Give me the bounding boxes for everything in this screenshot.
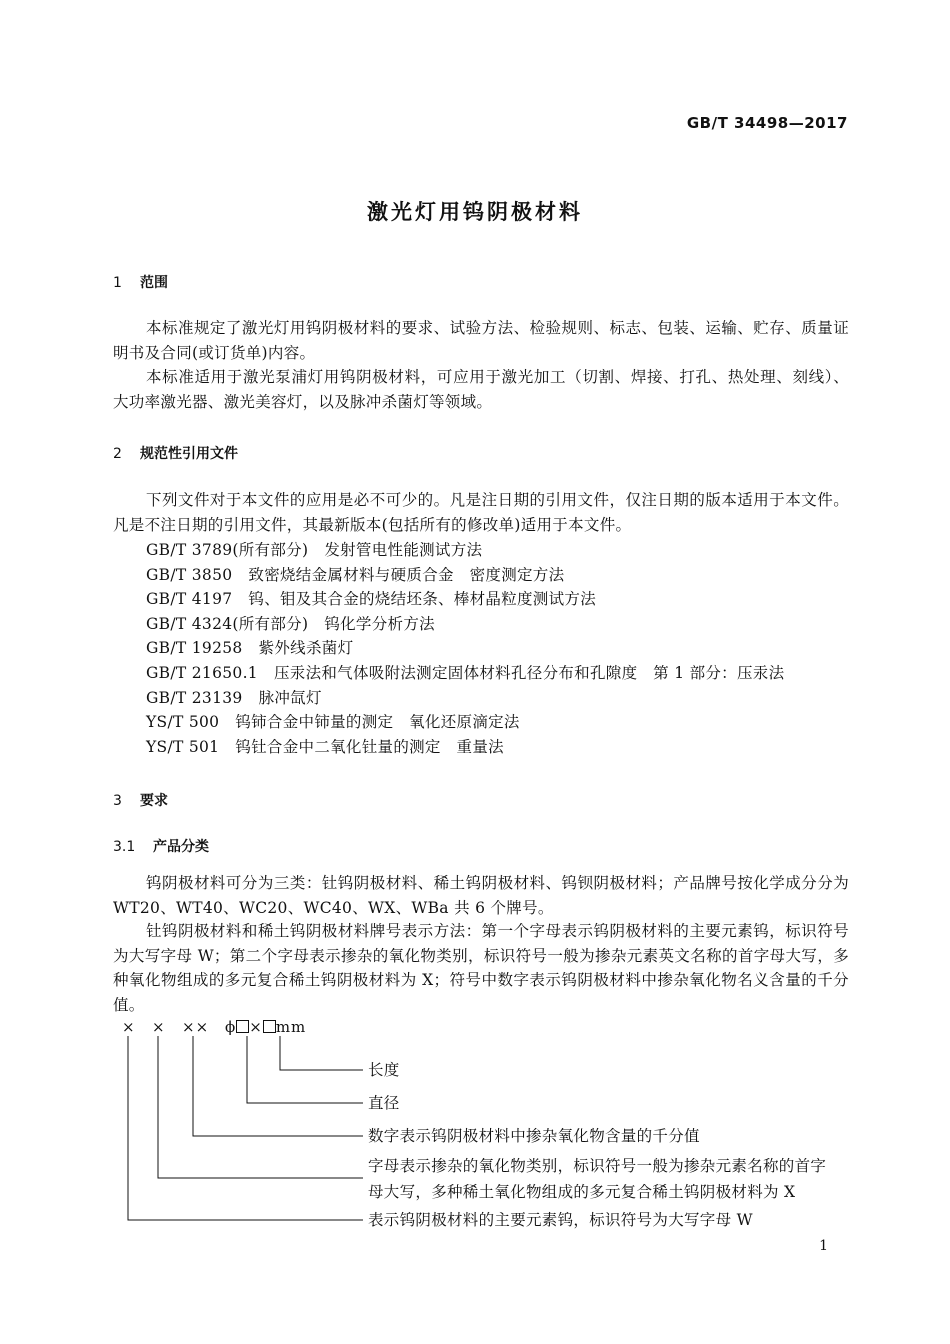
placeholder-box-icon [236, 1020, 249, 1033]
reference-item [146, 661, 784, 686]
reference-title: 压汞法和气体吸附法测定固体材料孔径分布和孔隙度 第 1 部分：压汞法 [273, 663, 785, 682]
section-title: 规范性引用文件 [140, 446, 238, 462]
reference-title: 钨、钼及其合金的烧结坯条、棒材晶粒度测试方法 [248, 590, 597, 609]
reference-title: 钨钍合金中二氧化钍量的测定 重量法 [235, 737, 504, 756]
section-number: 3 [113, 793, 122, 809]
reference-code: GB/T 21650.1 [146, 663, 258, 682]
reference-item [146, 735, 784, 760]
reference-title: 钨铈合金中铈量的测定 氧化还原滴定法 [235, 713, 520, 732]
reference-code: GB/T 3850 [146, 565, 233, 584]
label-letter-line-2: 母大写，多种稀土氧化物组成的多元复合稀土钨阴极材料为 X [368, 1183, 796, 1201]
references-intro: 下列文件对于本文件的应用是必不可少的。凡是注日期的引用文件，仅注日期的版本适用于本文件。凡是不注日期的引用文件，其最新版本(包括所有的修改单)适用于本文件。 [113, 491, 849, 534]
designation-symbol-2: × [152, 1018, 166, 1036]
reference-list [146, 538, 784, 759]
standard-code: GB/T 34498—2017 [686, 114, 848, 132]
classification-paragraph-1: 钨阴极材料可分为三类：钍钨阴极材料、稀土钨阴极材料、钨钡阴极材料；产品牌号按化学成分分为WT20、WT40、WC20、WC40、WX、WBa 共 6 个牌号。 [113, 874, 849, 917]
classification-paragraph-2: 钍钨阴极材料和稀土钨阴极材料牌号表示方法：第一个字母表示钨阴极材料的主要元素钨，标识符号为大写字母 W；第二个字母表示掺杂的氧化物类别，标识符号一般为掺杂元素英文名称的首字母大写，多种氧化物组成的多元复合稀土钨阴极材料为 X；符号中数字表示钨阴极材料中掺杂氧化物名义含量的千分值。 [113, 922, 849, 1014]
section-number: 1 [113, 275, 122, 291]
designation-symbol-3: ×× [182, 1018, 210, 1036]
label-number: 数字表示钨阴极材料中掺杂氧化物含量的千分值 [368, 1127, 700, 1145]
label-diameter: 直径 [368, 1094, 400, 1112]
section-2-heading [113, 443, 238, 463]
phi-symbol: ϕ [225, 1018, 237, 1036]
reference-code: GB/T 19258 [146, 639, 243, 658]
reference-code: GB/T 23139 [146, 688, 243, 707]
designation-symbol-1: × [122, 1018, 136, 1036]
section-title: 范围 [140, 275, 168, 291]
label-letter-line-1: 字母表示掺杂的氧化物类别，标识符号一般为掺杂元素名称的首字 [368, 1157, 827, 1175]
reference-item [146, 686, 784, 711]
reference-title: 发射管电性能测试方法 [324, 541, 483, 559]
reference-item [146, 636, 784, 661]
placeholder-box-icon [263, 1020, 276, 1033]
times-symbol: × [249, 1018, 263, 1036]
reference-item [146, 538, 784, 563]
reference-code: GB/T 4324(所有部分) [146, 614, 309, 633]
scope-paragraph-1: 本标准规定了激光灯用钨阴极材料的要求、试验方法、检验规则、标志、包装、运输、贮存、质量证明书及合同(或订货单)内容。 [113, 319, 849, 362]
reference-item [146, 587, 784, 612]
reference-code: YS/T 500 [146, 713, 220, 732]
section-3-heading [113, 790, 168, 810]
reference-title: 脉冲氙灯 [258, 688, 322, 707]
reference-item [146, 710, 784, 735]
label-length: 长度 [368, 1061, 400, 1079]
reference-code: GB/T 3789(所有部分) [146, 541, 309, 559]
reference-title: 钨化学分析方法 [324, 614, 435, 633]
reference-code: YS/T 501 [146, 737, 220, 756]
label-main-element: 表示钨阴极材料的主要元素钨，标识符号为大写字母 W [368, 1211, 753, 1229]
scope-paragraph-2: 本标准适用于激光泵浦灯用钨阴极材料，可应用于激光加工（切割、焊接、打孔、热处理、刻线）、大功率激光器、激光美容灯，以及脉冲杀菌灯等领域。 [113, 368, 849, 411]
section-1-heading [113, 272, 168, 292]
document-title: 激光灯用钨阴极材料 [367, 200, 583, 224]
reference-item [146, 612, 784, 637]
section-number: 3.1 [113, 839, 136, 855]
section-title: 产品分类 [153, 839, 209, 855]
page-number: 1 [819, 1238, 828, 1254]
section-title: 要求 [140, 793, 168, 809]
section-3-1-heading [113, 836, 209, 856]
reference-title: 致密烧结金属材料与硬质合金 密度测定方法 [248, 565, 565, 584]
designation-size-format [225, 1018, 306, 1036]
designation-diagram [113, 1016, 853, 1236]
section-number: 2 [113, 446, 122, 462]
reference-title: 紫外线杀菌灯 [258, 639, 354, 658]
unit-label: mm [275, 1018, 307, 1036]
reference-code: GB/T 4197 [146, 590, 233, 609]
reference-item [146, 563, 784, 588]
